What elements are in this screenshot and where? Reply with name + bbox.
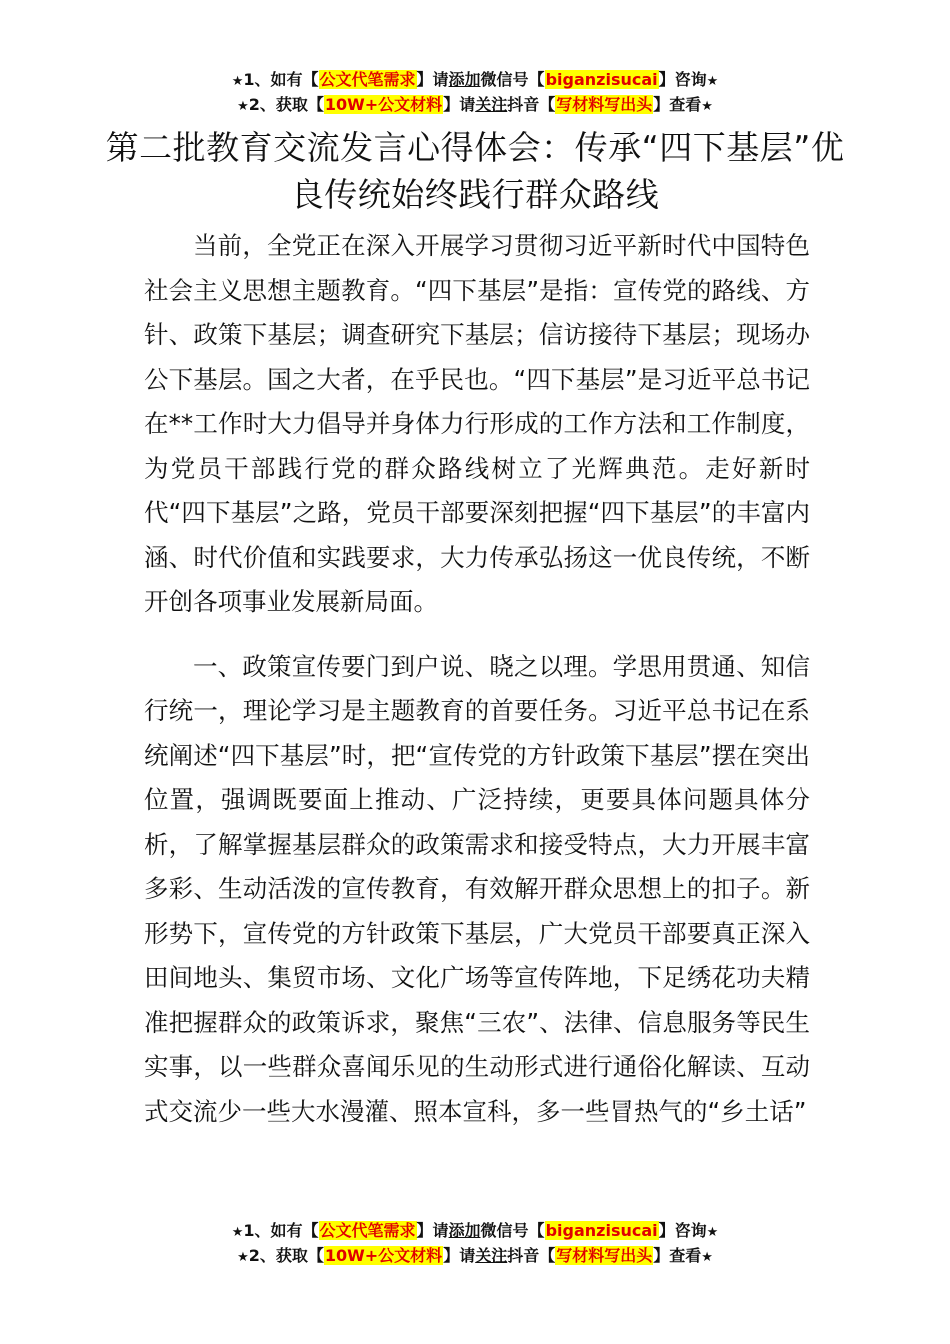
banner-text-underlined: 添加 <box>448 70 481 89</box>
highlight-wechat-id: biganzisucai <box>545 1221 658 1240</box>
paragraph-intro: 当前，全党正在深入开展学习贯彻习近平新时代中国特色社会主义思想主题教育。“四下基层”是指：宣传党的路线、方针、政策下基层；调查研究下基层；信访接待下基层；现场办公下基层。国之大者，在乎民也。“四下基层”是习近平总书记在**工作时大力倡导并身体力行形成的工作方法和工作制度，为党员干部践行党的群众路线树立了光辉典范。走好新时代“四下基层”之路，党员干部要深刻把握“四下基层”的丰富内涵、时代价值和实践要求，大力传承弘扬这一优良传统，不断开创各项事业发展新局面。 <box>144 231 810 616</box>
star-icon: ★ <box>706 74 719 89</box>
banner-text-underlined: 关注 <box>475 95 508 114</box>
banner-text: 2、获取【 <box>248 95 324 114</box>
banner-text: 】查看 <box>653 1246 702 1265</box>
banner-text: 1、如有【 <box>243 1221 319 1240</box>
highlight-service: 公文代笔需求 <box>319 1221 416 1240</box>
banner-line-1 <box>0 68 950 93</box>
highlight-douyin: 写材料写出头 <box>556 1246 653 1265</box>
highlight-materials: 10W+公文材料 <box>324 95 443 114</box>
banner-text: 微信号【 <box>480 70 545 89</box>
highlight-douyin: 写材料写出头 <box>556 95 653 114</box>
banner-line-2 <box>0 93 950 118</box>
banner-text: 】请 <box>416 1221 449 1240</box>
banner-text: 】请 <box>443 95 476 114</box>
star-icon: ★ <box>231 74 244 89</box>
footer-banner <box>0 1219 950 1269</box>
star-icon: ★ <box>701 99 713 114</box>
header-banner <box>0 68 950 118</box>
banner-text-underlined: 添加 <box>448 1221 481 1240</box>
star-icon: ★ <box>237 1250 249 1265</box>
star-icon: ★ <box>237 99 249 114</box>
banner-text: 抖音【 <box>507 95 556 114</box>
banner-text: 】咨询 <box>658 70 707 89</box>
star-icon: ★ <box>231 1225 244 1240</box>
star-icon: ★ <box>701 1250 713 1265</box>
banner-text: 抖音【 <box>507 1246 556 1265</box>
banner-text: 】查看 <box>653 95 702 114</box>
highlight-materials: 10W+公文材料 <box>324 1246 443 1265</box>
banner-text-underlined: 关注 <box>475 1246 508 1265</box>
banner-text: 1、如有【 <box>243 70 319 89</box>
banner-text: 】请 <box>416 70 449 89</box>
banner-text: 】咨询 <box>658 1221 707 1240</box>
star-icon: ★ <box>706 1225 719 1240</box>
highlight-service: 公文代笔需求 <box>319 70 416 89</box>
banner-text: 微信号【 <box>480 1221 545 1240</box>
banner-line-2 <box>0 1244 950 1269</box>
banner-text: 2、获取【 <box>248 1246 324 1265</box>
banner-line-1 <box>0 1219 950 1244</box>
document-body <box>144 224 810 1134</box>
paragraph-section-1: 一、政策宣传要门到户说、晓之以理。学思用贯通、知信行统一，理论学习是主题教育的首要任务。习近平总书记在系统阐述“四下基层”时，把“宣传党的方针政策下基层”摆在突出位置，强调既要面上推动、广泛持续，更要具体问题具体分析，了解掌握基层群众的政策需求和接受特点，大力开展丰富多彩、生动活泼的宣传教育，有效解开群众思想上的扣子。新形势下，宣传党的方针政策下基层，广大党员干部要真正深入田间地头、集贸市场、文化广场等宣传阵地，下足绣花功夫精准把握群众的政策诉求，聚焦“三农”、法律、信息服务等民生实事，以一些群众喜闻乐见的生动形式进行通俗化解读、互动式交流少一些大水漫灌、照本宣科，多一些冒热气的“乡土话” <box>144 651 810 1126</box>
document-title: 第二批教育交流发言心得体会：传承“四下基层”优良传统始终践行群众路线 <box>105 128 845 214</box>
highlight-wechat-id: biganzisucai <box>545 70 658 89</box>
banner-text: 】请 <box>443 1246 476 1265</box>
